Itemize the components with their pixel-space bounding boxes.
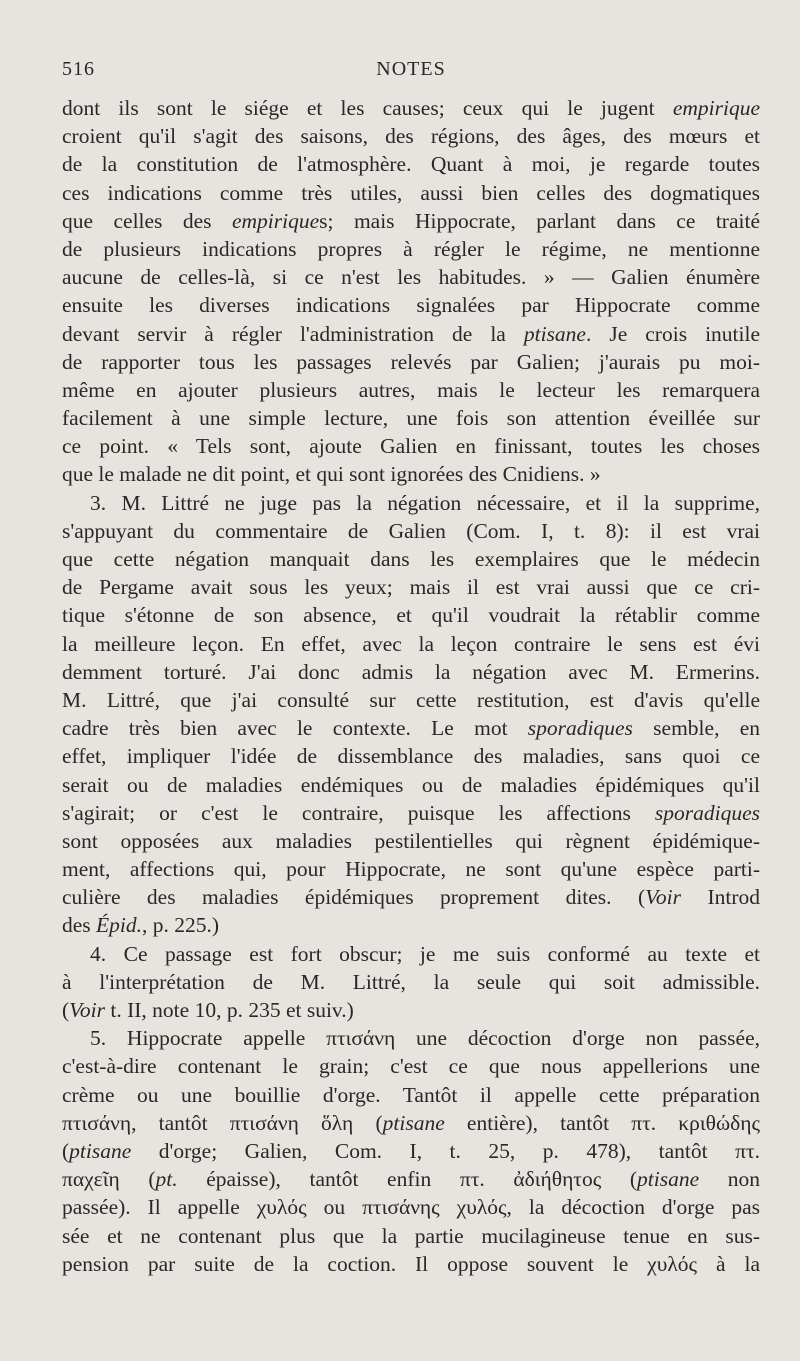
text-line: (ptisane d'orge; Galien, Com. I, t. 25, p. 478), tantôt πτ. [62, 1138, 760, 1163]
note-5-start: 5. Hippocrate appelle πτισάνη une décoction d'orge non passée, [90, 1026, 760, 1051]
text-line: facilement à une simple lecture, une fois son attention éveillée sur [62, 406, 760, 431]
text-line: de rapporter tous les passages relevés par Galien; j'aurais pu moi- [62, 349, 760, 374]
text-line: ces indications comme très utiles, aussi bien celles des dogmatiques [62, 180, 760, 205]
text-line: ment, affections qui, pour Hippocrate, ne sont qu'une espèce parti- [62, 857, 760, 882]
text-line: tique s'étonne de son absence, et qu'il voudrait la rétablir comme [62, 603, 760, 628]
text-line: s'appuyant du commentaire de Galien (Com. I, t. 8): il est vrai [62, 518, 760, 543]
text-line: des Épid., p. 225.) [62, 913, 220, 938]
text-line: la meilleure leçon. En effet, avec la leçon contraire le sens est évi [62, 631, 760, 656]
text-line: que cette négation manquait dans les exemplaires que le médecin [62, 547, 760, 571]
text-line: cadre très bien avec le contexte. Le mot sporadiques semble, en [62, 716, 760, 741]
note-4-start: 4. Ce passage est fort obscur; je me suis conformé au texte et [90, 941, 760, 966]
text-line: sée et ne contenant plus que la partie mucilagineuse tenue en sus- [62, 1223, 760, 1248]
page-number: 516 [62, 58, 95, 80]
text-line: πτισάνη, tantôt πτισάνη ὅλη (ptisane entière), tantôt πτ. κριθώδης [62, 1110, 760, 1135]
text-line: pension par suite de la coction. Il oppose souvent le χυλός à la [62, 1251, 760, 1276]
text-line: à l'interprétation de M. Littré, la seule qui soit admissible. [62, 969, 760, 994]
text-line: que celles des empiriques; mais Hippocrate, parlant dans ce traité [62, 208, 760, 233]
text-line: croient qu'il s'agit des saisons, des régions, des âges, des mœurs et [62, 124, 760, 149]
text-line: aucune de celles-là, si ce n'est les habitudes. » — Galien énumère [62, 265, 760, 290]
text-line: c'est-à-dire contenant le grain; c'est ce que nous appellerions une [62, 1054, 760, 1079]
page-header [62, 58, 760, 88]
text-line: de Pergame avait sous les yeux; mais il est vrai aussi que ce cri- [62, 575, 760, 600]
text-line: que le malade ne dit point, et qui sont ignorées des Cnidiens. » [62, 462, 601, 487]
text-line: effet, impliquer l'idée de dissemblance des maladies, sans quoi ce [62, 744, 760, 769]
note-3-start: 3. M. Littré ne juge pas la négation nécessaire, et il la supprime, [90, 490, 760, 515]
text-line: serait ou de maladies endémiques ou de maladies épidémiques qu'il [62, 772, 760, 797]
text-line: même en ajouter plusieurs autres, mais le lecteur les remarquera [62, 377, 760, 402]
running-head: NOTES [376, 58, 446, 80]
page-body [62, 94, 760, 1278]
text-line: sont opposées aux maladies pestilentielles qui règnent épidémique- [62, 828, 760, 853]
text-line: s'agirait; or c'est le contraire, puisque les affections sporadiques [62, 800, 760, 825]
text-line: culière des maladies épidémiques proprement dites. (Voir Introd [62, 885, 760, 910]
text-line: de plusieurs indications propres à régler le régime, ne mentionne [62, 236, 760, 261]
text-line: ce point. « Tels sont, ajoute Galien en finissant, toutes les choses [62, 434, 760, 459]
text-line: M. Littré, que j'ai consulté sur cette restitution, est d'avis qu'elle [62, 687, 760, 712]
text-line: demment torturé. J'ai donc admis la négation avec M. Ermerins. [62, 659, 760, 684]
text-line: passée). Il appelle χυλός ou πτισάνης χυλός, la décoction d'orge pas [62, 1195, 760, 1220]
text-line: ensuite les diverses indications signalées par Hippocrate comme [62, 293, 760, 318]
text-line: de la constitution de l'atmosphère. Quant à moi, je regarde toutes [62, 152, 760, 177]
text-line: crème ou une bouillie d'orge. Tantôt il appelle cette préparation [62, 1082, 760, 1107]
text-line: παχεῖη (pt. épaisse), tantôt enfin πτ. ἀδιήθητος (ptisane non [62, 1167, 760, 1192]
text-line: (Voir t. II, note 10, p. 235 et suiv.) [62, 998, 354, 1022]
text-line: devant servir à régler l'administration de la ptisane. Je crois inutile [62, 321, 760, 346]
text-line: dont ils sont le siége et les causes; ceux qui le jugent empirique [62, 96, 760, 120]
